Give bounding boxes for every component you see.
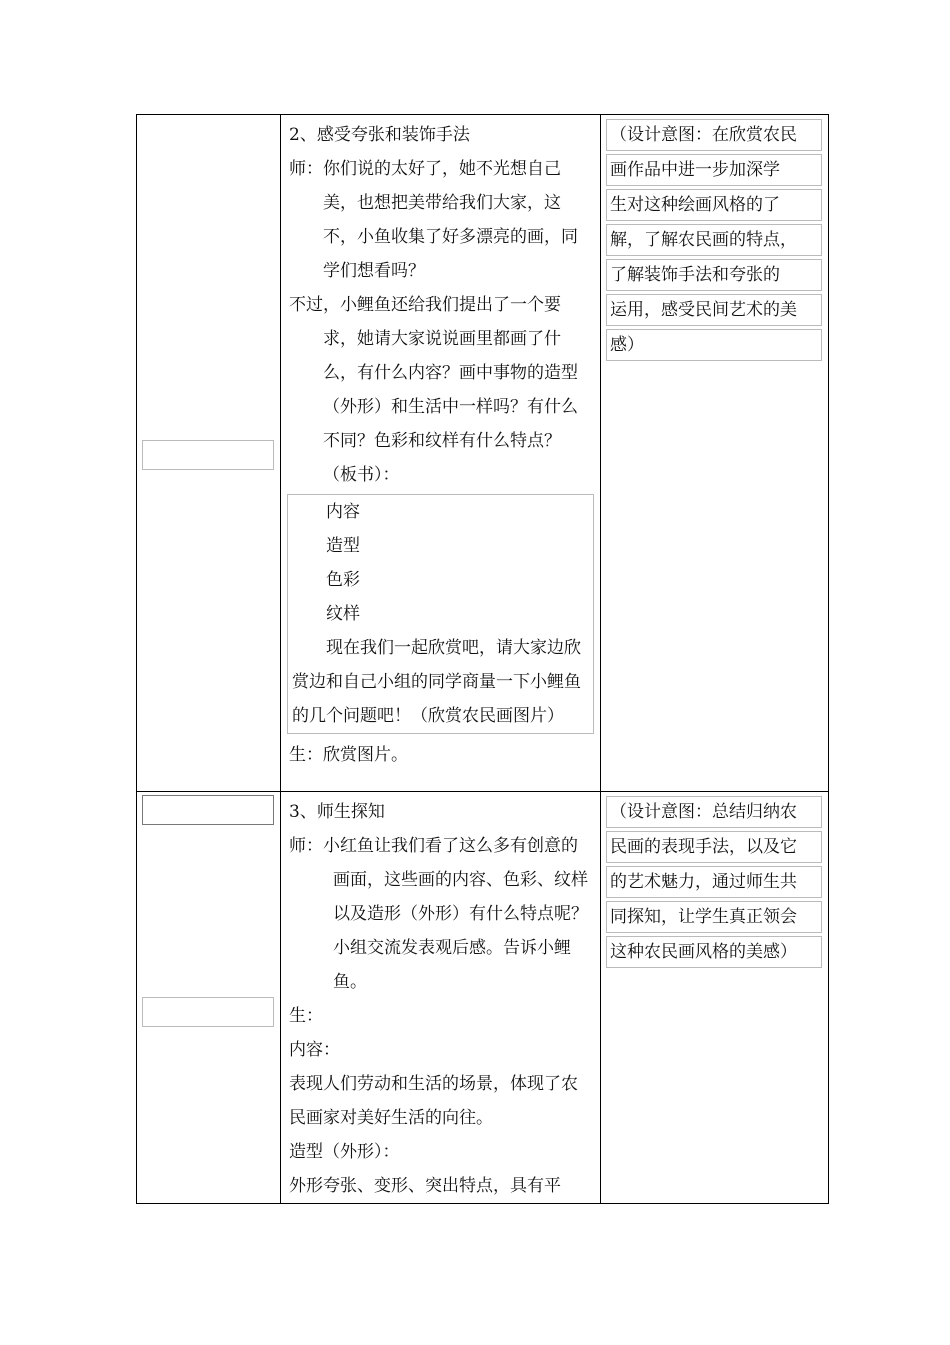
- design-intent-line: 的艺术魅力，通过师生共: [606, 866, 822, 898]
- teacher-paragraph: 师：小红鱼让我们看了这么多有创意的画面，这些画的内容、色彩、纹样以及造形（外形）有什么特点呢？小组交流发表观后感。告诉小鲤鱼。: [289, 836, 588, 992]
- design-intent-line: 运用，感受民间艺术的美: [606, 294, 822, 326]
- shape-label: 造型（外形）：: [289, 1142, 400, 1162]
- student-line: 生：欣赏图片。: [289, 745, 408, 765]
- table-row: [137, 115, 829, 792]
- design-intent-line: （设计意图：在欣赏农民: [606, 119, 822, 151]
- content-label: 内容：: [289, 1040, 340, 1060]
- content-text: 表现人们劳动和生活的场景，体现了农民画家对美好生活的向往。: [289, 1074, 578, 1128]
- teacher-paragraph: 师：你们说的太好了，她不光想自己美，也想把美带给我们大家，这不，小鱼收集了好多漂亮的画，同学们想看吗？: [289, 159, 578, 281]
- board-item: 造型: [326, 536, 360, 556]
- design-intent-line: 画作品中进一步加深学: [606, 154, 822, 186]
- left-cell: [137, 115, 281, 792]
- board-item: 内容: [326, 502, 360, 522]
- design-intent-line: 了解装饰手法和夸张的: [606, 259, 822, 291]
- empty-field-box: [142, 440, 274, 470]
- left-cell: [137, 792, 281, 1204]
- section-heading: 2、感受夸张和装饰手法: [289, 125, 470, 145]
- board-notes-box: [287, 494, 594, 734]
- design-intent-line: 生对这种绘画风格的了: [606, 189, 822, 221]
- student-line: 生：: [289, 1006, 323, 1026]
- empty-field-box: [142, 997, 274, 1027]
- design-intent-cell: [601, 115, 829, 792]
- content-cell: [281, 792, 601, 1204]
- design-intent-line: 这种农民画风格的美感）: [606, 936, 822, 968]
- design-intent-line: 民画的表现手法，以及它: [606, 831, 822, 863]
- shape-text: 外形夸张、变形、突出特点，具有平: [289, 1176, 561, 1196]
- teacher-paragraph: 不过，小鲤鱼还给我们提出了一个要求，她请大家说说画里都画了什么，有什么内容？画中事物的造型（外形）和生活中一样吗？有什么不同？色彩和纹样有什么特点？（板书）：: [289, 295, 578, 485]
- design-intent-line: 同探知，让学生真正领会: [606, 901, 822, 933]
- design-intent-line: （设计意图：总结归纳农: [606, 796, 822, 828]
- lesson-plan-table: [136, 114, 829, 1204]
- content-cell: [281, 115, 601, 792]
- design-intent-line: 解，了解农民画的特点，: [606, 224, 822, 256]
- board-item: 纹样: [326, 604, 360, 624]
- design-intent-cell: [601, 792, 829, 1204]
- empty-field-box: [142, 795, 274, 825]
- section-heading: 3、师生探知: [289, 802, 385, 822]
- board-item: 色彩: [326, 570, 360, 590]
- design-intent-line: 感）: [606, 329, 822, 361]
- table-row: [137, 792, 829, 1204]
- instruction-paragraph: 现在我们一起欣赏吧，请大家边欣赏边和自己小组的同学商量一下小鲤鱼的几个问题吧！（欣赏农民画图片）: [292, 638, 581, 726]
